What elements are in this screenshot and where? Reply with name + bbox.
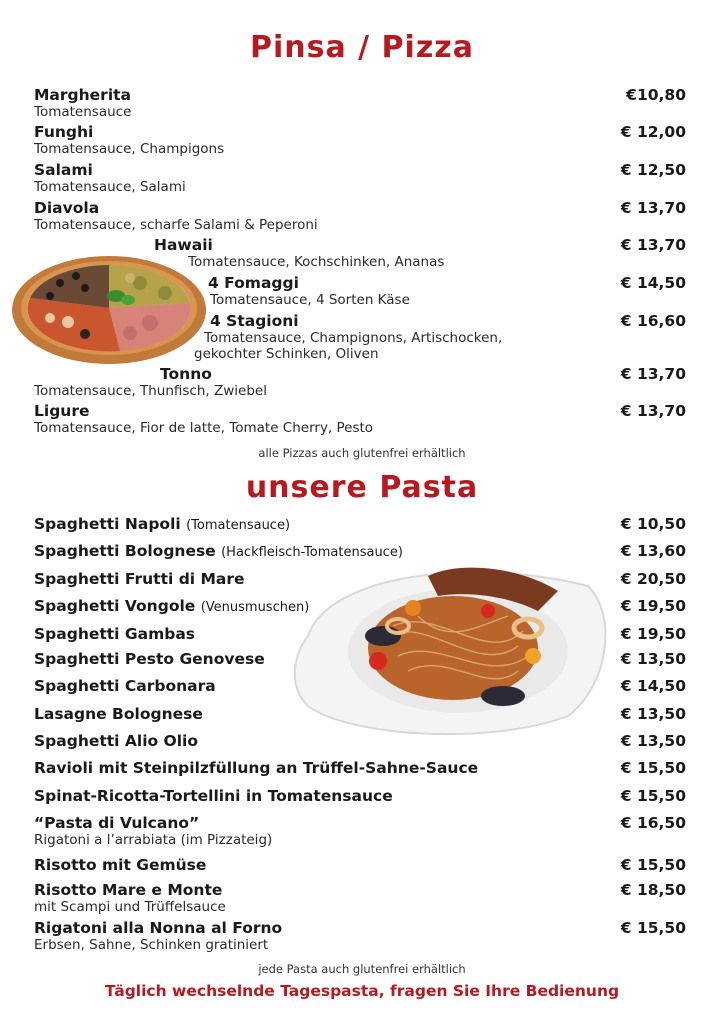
pasta-item: [34, 677, 216, 695]
pasta-price: € 18,50: [620, 881, 686, 899]
pizza-name: Salami: [34, 161, 93, 179]
pasta-price: € 13,60: [620, 542, 686, 560]
pasta-price: € 14,50: [620, 677, 686, 695]
pasta-name: Spaghetti Bolognese: [34, 542, 216, 560]
pasta-desc: Erbsen, Sahne, Schinken gratiniert: [34, 937, 269, 953]
pasta-price: € 19,50: [620, 625, 686, 643]
pizza-desc: Tomatensauce: [34, 104, 132, 120]
pizza-desc-line2: gekochter Schinken, Oliven: [194, 346, 379, 362]
pasta-desc: mit Scampi und Trüffelsauce: [34, 899, 226, 915]
pizza-desc: Tomatensauce, Champignons, Artischocken,: [204, 330, 503, 346]
pasta-item: [34, 732, 198, 750]
pasta-price: € 16,50: [620, 814, 686, 832]
pasta-name: “Pasta di Vulcano”: [34, 814, 200, 832]
pizza-price: € 13,70: [620, 199, 686, 217]
pasta-price: € 13,50: [620, 732, 686, 750]
pasta-item: [34, 705, 203, 723]
pasta-price: € 15,50: [620, 919, 686, 937]
pasta-paren: (Venusmuschen): [200, 600, 310, 615]
pizza-price: € 14,50: [620, 274, 686, 292]
pasta-name: Risotto mit Gemüse: [34, 856, 207, 874]
pizza-name: Ligure: [34, 402, 90, 420]
pizza-desc: Tomatensauce, 4 Sorten Käse: [210, 292, 410, 308]
pasta-item: [34, 919, 282, 953]
pasta-gluten-note: jede Pasta auch glutenfrei erhältlich: [258, 962, 466, 976]
pizza-name: Hawaii: [154, 236, 213, 254]
pizza-item-hawaii: [154, 236, 444, 270]
pasta-price: € 15,50: [620, 759, 686, 777]
pizza-desc: Tomatensauce, scharfe Salami & Peperoni: [34, 217, 318, 233]
pasta-item: [34, 881, 226, 915]
pasta-price: € 10,50: [620, 515, 686, 533]
pizza-item-ligure: [34, 402, 373, 436]
pizza-section-title: Pinsa / Pizza: [249, 30, 474, 65]
pasta-price: € 19,50: [620, 597, 686, 615]
pizza-item-margherita: [34, 86, 131, 120]
pasta-section-title: unsere Pasta: [245, 470, 479, 505]
pizza-price: €10,80: [626, 86, 686, 104]
pasta-item: [34, 759, 478, 777]
pasta-item: [34, 542, 403, 562]
pizza-desc: Tomatensauce, Salami: [34, 179, 186, 195]
pasta-paren: (Hackfleisch-Tomatensauce): [221, 545, 403, 560]
pizza-desc: Tomatensauce, Kochschinken, Ananas: [188, 254, 445, 270]
pasta-price: € 15,50: [620, 787, 686, 805]
pasta-desc: Rigatoni a l’arrabiata (im Pizzateig): [34, 832, 273, 848]
pizza-desc: Tomatensauce, Fior de latte, Tomate Cherry, Pesto: [34, 420, 374, 436]
pizza-price: € 16,60: [620, 312, 686, 330]
pasta-name: Spaghetti Vongole: [34, 597, 196, 615]
pasta-name: Spaghetti Alio Olio: [34, 732, 199, 750]
pasta-name: Spaghetti Frutti di Mare: [34, 570, 245, 588]
pizza-item-tonno: [34, 365, 267, 399]
pasta-plate-image: [288, 556, 610, 738]
pasta-name: Spaghetti Carbonara: [34, 677, 216, 695]
pasta-item: [34, 650, 265, 668]
pizza-name: 4 Stagioni: [210, 312, 299, 330]
pizza-desc: Tomatensauce, Thunfisch, Zwiebel: [34, 383, 267, 399]
pizza-desc: Tomatensauce, Champigons: [34, 141, 225, 157]
pasta-name: Spaghetti Gambas: [34, 625, 196, 643]
pasta-name: Ravioli mit Steinpilzfüllung an Trüffel-Sahne-Sauce: [34, 759, 479, 777]
pizza-name: Funghi: [34, 123, 94, 141]
pizza-price: € 13,70: [620, 365, 686, 383]
pasta-item: [34, 625, 195, 643]
pizza-name: Margherita: [34, 86, 131, 104]
pasta-name: Rigatoni alla Nonna al Forno: [34, 919, 283, 937]
pasta-paren: (Tomatensauce): [186, 518, 291, 533]
pizza-price: € 13,70: [620, 402, 686, 420]
pasta-item: [34, 597, 309, 617]
pizza-price: € 13,70: [620, 236, 686, 254]
pizza-item-salami: [34, 161, 186, 195]
pizza-item-4-stagioni: [194, 312, 502, 362]
pasta-item: [34, 787, 393, 805]
pasta-item: [34, 515, 290, 535]
pizza-name: Diavola: [34, 199, 100, 217]
pizza-name: Tonno: [160, 365, 212, 383]
pasta-price: € 20,50: [620, 570, 686, 588]
pasta-name: Spaghetti Pesto Genovese: [34, 650, 265, 668]
pasta-price: € 13,50: [620, 705, 686, 723]
pizza-item-4-formaggi: [208, 274, 410, 308]
daily-pasta-note: Täglich wechselnde Tagespasta, fragen Sie Ihre Bedienung: [104, 982, 620, 1000]
pasta-item: [34, 570, 245, 588]
pizza-item-diavola: [34, 199, 318, 233]
pizza-name: 4 Fomaggi: [208, 274, 299, 292]
pasta-item: [34, 814, 272, 848]
pizza-item-funghi: [34, 123, 224, 157]
pasta-name: Spaghetti Napoli: [34, 515, 181, 533]
pizza-gluten-note: alle Pizzas auch glutenfrei erhältlich: [258, 446, 466, 460]
pasta-price: € 15,50: [620, 856, 686, 874]
pasta-name: Risotto Mare e Monte: [34, 881, 223, 899]
pasta-price: € 13,50: [620, 650, 686, 668]
pasta-item: [34, 856, 206, 874]
pasta-name: Spinat-Ricotta-Tortellini in Tomatensauce: [34, 787, 393, 805]
pizza-price: € 12,50: [620, 161, 686, 179]
pasta-name: Lasagne Bolognese: [34, 705, 203, 723]
pizza-price: € 12,00: [620, 123, 686, 141]
